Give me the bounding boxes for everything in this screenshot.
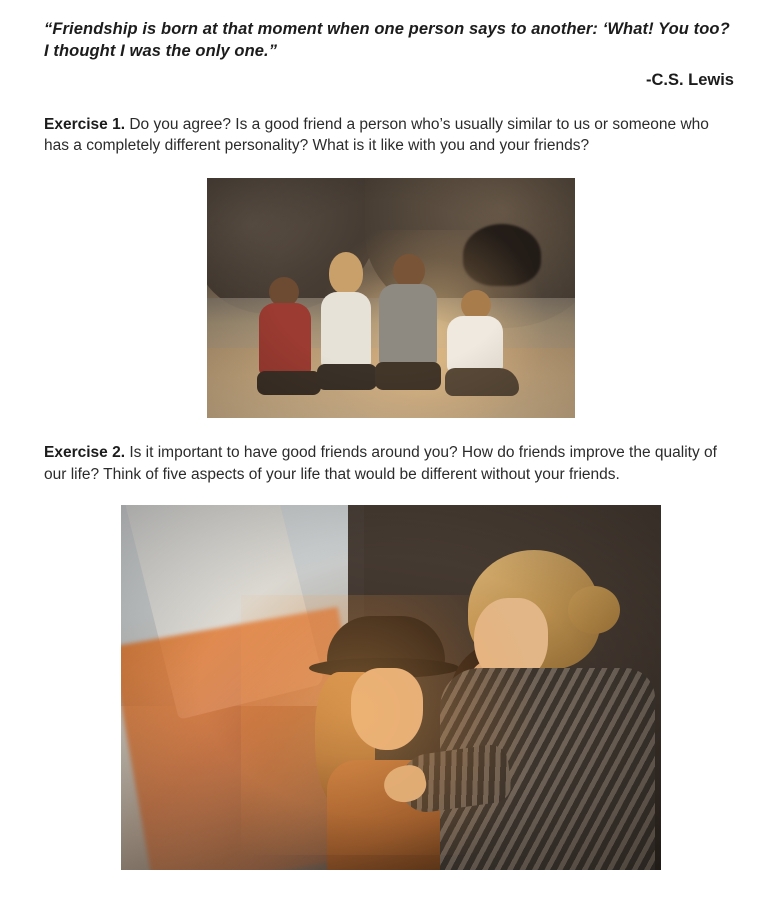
figure-2 (44, 505, 738, 870)
exercise-2-label: Exercise 2. (44, 444, 126, 462)
three-friends-laughing-outdoors-image (121, 505, 661, 870)
exercise-2 (44, 442, 738, 485)
exercise-1-text: Do you agree? Is a good friend a person who’s usually similar to us or someone who has a completely different personality? What is it like with you and your friends? (44, 115, 709, 154)
exercise-1-label: Exercise 1. (44, 115, 126, 133)
four-friends-sitting-on-cliff-at-sunset-image (207, 178, 575, 418)
vignette-overlay (121, 505, 661, 870)
quote-attribution: -C.S. Lewis (645, 70, 734, 89)
exercise-1 (44, 114, 738, 157)
quote-text: “Friendship is born at that moment when one person says to another: ‘What! You too? I thought I was the only one.” (44, 20, 730, 61)
figure-1 (44, 178, 738, 418)
vignette-overlay (207, 178, 575, 418)
exercise-2-text: Is it important to have good friends around you? How do friends improve the quality of our life? Think of five aspects of your life that would be different without your friends. (44, 444, 717, 483)
